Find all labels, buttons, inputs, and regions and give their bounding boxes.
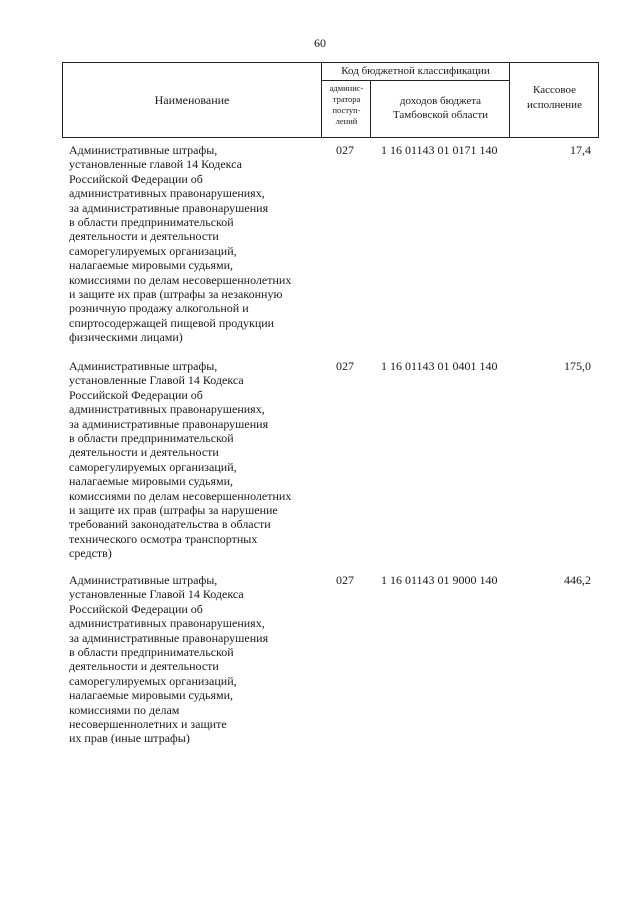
row-budget-code: 1 16 01143 01 9000 140 [381,573,498,587]
row-name: Административные штрафы, установленные Главой 14 Кодекса Российской Федерации об административных правонарушениях, за административные правонарушения в области предпринимательской деятельности и деятельности саморегулируемых организаций, налагаемые мировыми судьями, комиссиями по делам несовершеннолетних и защите их прав (иные штрафы) [69,573,269,746]
row-amount: 446,2 [564,573,591,587]
row-budget-code: 1 16 01143 01 0171 140 [381,143,498,157]
page-number: 60 [314,36,326,50]
row-admin-code: 027 [336,573,354,587]
header-income: доходов бюджета Тамбовской области [392,95,489,121]
table-header [62,62,599,138]
row-budget-code: 1 16 01143 01 0401 140 [381,359,498,373]
row-amount: 17,4 [570,143,591,157]
row-amount: 175,0 [564,359,591,373]
header-budget-code: Код бюджетной классификации [341,65,490,77]
row-name: Административные штрафы, установленные главой 14 Кодекса Российской Федерации об административных правонарушениях, за административные правонарушения в области предпринимательской деятельности и деятельности саморегулируемых организаций, налагаемые мировыми судьями, комиссиями по делам несовершеннолетних и защите их прав (штрафы за незаконную розничную продажу алкогольной и спиртосодержащей пищевой продукции физическими лицами) [69,143,292,345]
header-admin: админис- тратора поступ- лений [329,83,364,127]
row-name: Административные штрафы, установленные Главой 14 Кодекса Российской Федерации об административных правонарушениях, за административные правонарушения в области предпринимательской деятельности и деятельности саморегулируемых организаций, налагаемые мировыми судьями, комиссиями по делам несовершеннолетних и защите их прав (штрафы за нарушение требований законодательства в области технического осмотра транспортных средств) [69,359,292,561]
header-name: Наименование [154,93,230,107]
row-admin-code: 027 [336,143,354,157]
header-divider-code-group [321,80,509,81]
row-admin-code: 027 [336,359,354,373]
header-execution: Кассовое исполнение [527,84,582,111]
